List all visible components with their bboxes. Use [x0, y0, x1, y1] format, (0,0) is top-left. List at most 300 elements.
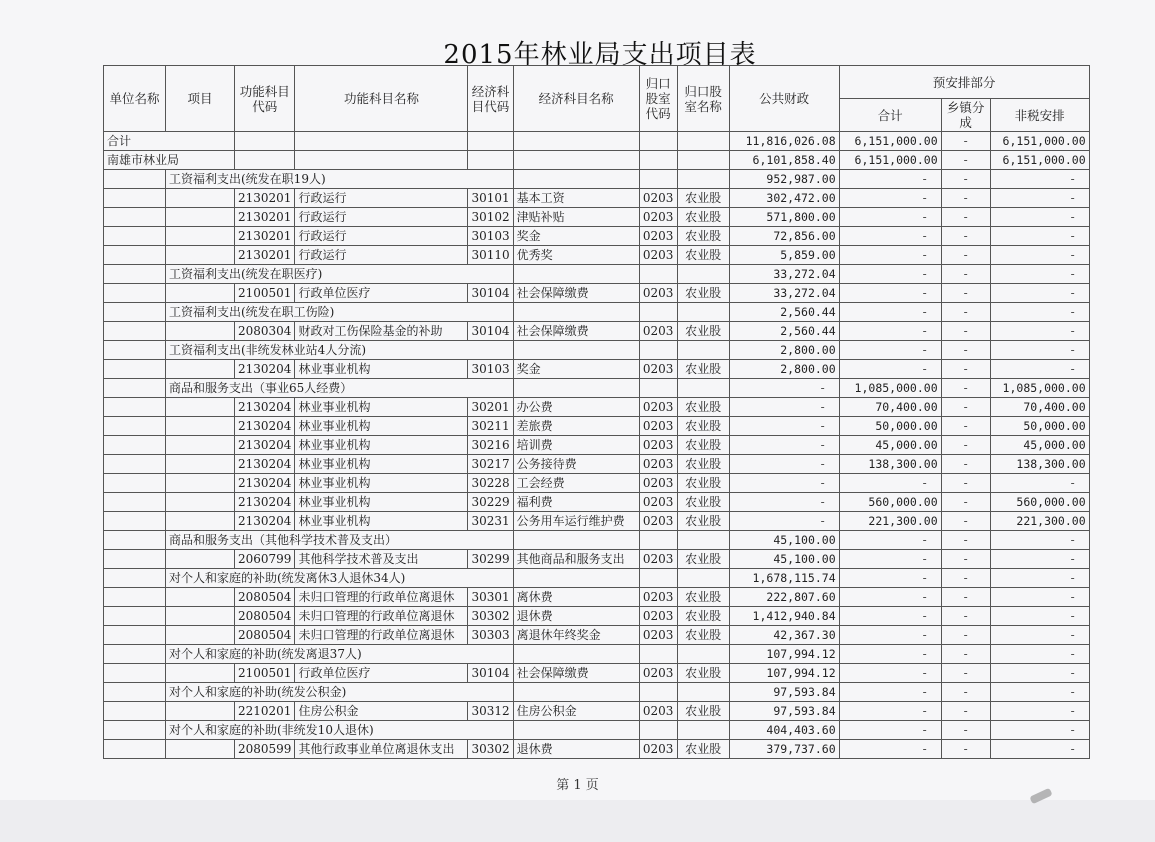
nontax-cell: - [990, 569, 1089, 588]
nontax-cell: 560,000.00 [990, 493, 1089, 512]
func-code-cell: 2130201 [235, 189, 295, 208]
empty-cell [104, 569, 166, 588]
table-row [104, 398, 1090, 417]
nontax-cell: - [990, 588, 1089, 607]
public-finance-cell: 2,560.44 [729, 322, 839, 341]
public-finance-cell: 1,678,115.74 [729, 569, 839, 588]
dept-name-cell: 农业股 [677, 550, 729, 569]
func-name-cell: 行政运行 [295, 227, 468, 246]
empty-cell [104, 208, 166, 227]
dept-code-cell: 0203 [639, 474, 677, 493]
econ-name-cell: 工会经费 [513, 474, 639, 493]
dept-code-cell: 0203 [639, 227, 677, 246]
nontax-cell: 50,000.00 [990, 417, 1089, 436]
func-code-cell: 2100501 [235, 664, 295, 683]
econ-name-cell: 社会保障缴费 [513, 284, 639, 303]
total-cell: - [839, 341, 941, 360]
econ-code-cell: 30303 [468, 626, 513, 645]
func-name-cell: 行政单位医疗 [295, 284, 468, 303]
page-title: 2015年林业局支出项目表 [443, 40, 757, 70]
public-finance-cell: 45,100.00 [729, 531, 839, 550]
econ-name-cell: 其他商品和服务支出 [513, 550, 639, 569]
township-cell: - [941, 664, 990, 683]
empty-cell [513, 379, 639, 398]
func-code-cell: 2080599 [235, 740, 295, 759]
empty-cell [677, 683, 729, 702]
func-name-cell: 其他科学技术普及支出 [295, 550, 468, 569]
dept-code-cell: 0203 [639, 664, 677, 683]
total-cell: - [839, 170, 941, 189]
econ-code-cell: 30201 [468, 398, 513, 417]
empty-cell [639, 303, 677, 322]
empty-cell [104, 721, 166, 740]
func-name-cell: 财政对工伤保险基金的补助 [295, 322, 468, 341]
township-cell: - [941, 132, 990, 151]
dept-name-cell: 农业股 [677, 607, 729, 626]
total-cell: - [839, 683, 941, 702]
empty-cell [677, 379, 729, 398]
empty-cell [104, 360, 166, 379]
empty-cell [104, 607, 166, 626]
township-cell: - [941, 493, 990, 512]
total-cell: 6,151,000.00 [839, 151, 941, 170]
total-cell: 6,151,000.00 [839, 132, 941, 151]
public-finance-cell: 571,800.00 [729, 208, 839, 227]
total-cell: - [839, 227, 941, 246]
econ-code-cell: 30302 [468, 607, 513, 626]
township-cell: - [941, 550, 990, 569]
func-name-cell: 行政运行 [295, 189, 468, 208]
empty-cell [513, 151, 639, 170]
scan-margin [0, 800, 1155, 842]
nontax-cell: - [990, 360, 1089, 379]
empty-cell [166, 208, 235, 227]
dept-code-cell: 0203 [639, 550, 677, 569]
empty-cell [677, 569, 729, 588]
public-finance-cell: 42,367.30 [729, 626, 839, 645]
nontax-cell: - [990, 341, 1089, 360]
func-name-cell: 林业事业机构 [295, 512, 468, 531]
header-prearranged: 预安排部分 [839, 66, 1089, 99]
econ-code-cell: 30211 [468, 417, 513, 436]
func-code-cell: 2130204 [235, 398, 295, 417]
empty-cell [104, 588, 166, 607]
econ-code-cell: 30312 [468, 702, 513, 721]
func-code-cell: 2130204 [235, 455, 295, 474]
dept-name-cell: 农业股 [677, 588, 729, 607]
table-row [104, 189, 1090, 208]
dept-name-cell: 农业股 [677, 227, 729, 246]
total-cell: 50,000.00 [839, 417, 941, 436]
table-row [104, 379, 1090, 398]
empty-cell [513, 645, 639, 664]
dept-code-cell: 0203 [639, 702, 677, 721]
public-finance-cell: 107,994.12 [729, 664, 839, 683]
econ-code-cell: 30101 [468, 189, 513, 208]
empty-cell [639, 721, 677, 740]
total-cell: - [839, 607, 941, 626]
township-cell: - [941, 360, 990, 379]
township-cell: - [941, 474, 990, 493]
table-row [104, 664, 1090, 683]
empty-cell [166, 626, 235, 645]
table-row [104, 474, 1090, 493]
total-cell: 70,400.00 [839, 398, 941, 417]
econ-code-cell: 30216 [468, 436, 513, 455]
public-finance-cell: 11,816,026.08 [729, 132, 839, 151]
empty-cell [639, 531, 677, 550]
func-code-cell: 2080504 [235, 626, 295, 645]
total-cell: 560,000.00 [839, 493, 941, 512]
empty-cell [677, 170, 729, 189]
func-name-cell: 林业事业机构 [295, 436, 468, 455]
econ-name-cell: 办公费 [513, 398, 639, 417]
header-unit-name: 单位名称 [104, 66, 166, 132]
empty-cell [166, 189, 235, 208]
township-cell: - [941, 626, 990, 645]
empty-cell [104, 550, 166, 569]
empty-cell [639, 569, 677, 588]
total-cell: - [839, 569, 941, 588]
empty-cell [235, 151, 295, 170]
econ-name-cell: 津贴补贴 [513, 208, 639, 227]
func-code-cell: 2130204 [235, 474, 295, 493]
township-cell: - [941, 683, 990, 702]
econ-code-cell: 30228 [468, 474, 513, 493]
empty-cell [166, 474, 235, 493]
nontax-cell: - [990, 607, 1089, 626]
empty-cell [468, 132, 513, 151]
header-total: 合计 [839, 99, 941, 132]
empty-cell [104, 170, 166, 189]
empty-cell [104, 740, 166, 759]
total-cell: - [839, 208, 941, 227]
dept-name-cell: 农业股 [677, 493, 729, 512]
total-cell: 45,000.00 [839, 436, 941, 455]
nontax-cell: 45,000.00 [990, 436, 1089, 455]
nontax-cell: - [990, 474, 1089, 493]
empty-cell [639, 265, 677, 284]
dept-code-cell: 0203 [639, 360, 677, 379]
empty-cell [166, 284, 235, 303]
econ-code-cell: 30104 [468, 664, 513, 683]
func-code-cell: 2080504 [235, 607, 295, 626]
total-cell: - [839, 531, 941, 550]
table-row [104, 626, 1090, 645]
empty-cell [166, 493, 235, 512]
empty-cell [166, 246, 235, 265]
dept-code-cell: 0203 [639, 246, 677, 265]
empty-cell [166, 436, 235, 455]
func-name-cell: 林业事业机构 [295, 474, 468, 493]
public-finance-cell: 379,737.60 [729, 740, 839, 759]
func-name-cell: 其他行政事业单位离退休支出 [295, 740, 468, 759]
township-cell: - [941, 455, 990, 474]
township-cell: - [941, 151, 990, 170]
empty-cell [639, 170, 677, 189]
nontax-cell: - [990, 322, 1089, 341]
item-name-cell: 工资福利支出(非统发林业站4人分流) [166, 341, 514, 360]
public-finance-cell: 222,807.60 [729, 588, 839, 607]
func-name-cell: 未归口管理的行政单位离退休 [295, 588, 468, 607]
func-code-cell: 2130204 [235, 417, 295, 436]
header-func-code: 功能科目代码 [235, 66, 295, 132]
table-row [104, 588, 1090, 607]
dept-name-cell: 农业股 [677, 417, 729, 436]
total-cell: 221,300.00 [839, 512, 941, 531]
dept-code-cell: 0203 [639, 398, 677, 417]
township-cell: - [941, 189, 990, 208]
econ-name-cell: 奖金 [513, 360, 639, 379]
empty-cell [513, 721, 639, 740]
empty-cell [104, 341, 166, 360]
dept-code-cell: 0203 [639, 455, 677, 474]
empty-cell [677, 341, 729, 360]
township-cell: - [941, 170, 990, 189]
nontax-cell: 221,300.00 [990, 512, 1089, 531]
header-item: 项目 [166, 66, 235, 132]
header-public-finance: 公共财政 [729, 66, 839, 132]
township-cell: - [941, 702, 990, 721]
township-cell: - [941, 607, 990, 626]
empty-cell [166, 455, 235, 474]
func-name-cell: 未归口管理的行政单位离退休 [295, 607, 468, 626]
total-cell: - [839, 550, 941, 569]
econ-name-cell: 公务接待费 [513, 455, 639, 474]
total-cell: - [839, 360, 941, 379]
nontax-cell: 6,151,000.00 [990, 132, 1089, 151]
public-finance-cell: 952,987.00 [729, 170, 839, 189]
table-row [104, 265, 1090, 284]
table-row [104, 740, 1090, 759]
public-finance-cell: - [729, 436, 839, 455]
dept-code-cell: 0203 [639, 322, 677, 341]
dept-name-cell: 农业股 [677, 740, 729, 759]
township-cell: - [941, 721, 990, 740]
dept-code-cell: 0203 [639, 607, 677, 626]
econ-name-cell: 退休费 [513, 607, 639, 626]
empty-cell [166, 550, 235, 569]
page-number: 第 1 页 [556, 778, 599, 793]
empty-cell [513, 531, 639, 550]
econ-name-cell: 培训费 [513, 436, 639, 455]
table-row [104, 208, 1090, 227]
table-row [104, 550, 1090, 569]
econ-code-cell: 30301 [468, 588, 513, 607]
item-name-cell: 工资福利支出(统发在职19人) [166, 170, 514, 189]
item-name-cell: 对个人和家庭的补助(非统发10人退休) [166, 721, 514, 740]
func-name-cell: 林业事业机构 [295, 398, 468, 417]
township-cell: - [941, 246, 990, 265]
item-name-cell: 商品和服务支出（事业65人经费） [166, 379, 514, 398]
total-cell: - [839, 664, 941, 683]
empty-cell [104, 664, 166, 683]
dept-code-cell: 0203 [639, 626, 677, 645]
empty-cell [166, 512, 235, 531]
nontax-cell: - [990, 246, 1089, 265]
township-cell: - [941, 436, 990, 455]
empty-cell [677, 531, 729, 550]
nontax-cell: 1,085,000.00 [990, 379, 1089, 398]
func-code-cell: 2080504 [235, 588, 295, 607]
total-cell: 138,300.00 [839, 455, 941, 474]
empty-cell [104, 645, 166, 664]
table-row [104, 493, 1090, 512]
nontax-cell: 70,400.00 [990, 398, 1089, 417]
empty-cell [104, 265, 166, 284]
nontax-cell: 6,151,000.00 [990, 151, 1089, 170]
public-finance-cell: - [729, 417, 839, 436]
total-cell: - [839, 284, 941, 303]
econ-code-cell: 30217 [468, 455, 513, 474]
dept-name-cell: 农业股 [677, 360, 729, 379]
econ-code-cell: 30103 [468, 227, 513, 246]
empty-cell [166, 322, 235, 341]
dept-name-cell: 农业股 [677, 702, 729, 721]
empty-cell [639, 341, 677, 360]
econ-name-cell: 离休费 [513, 588, 639, 607]
table-row [104, 322, 1090, 341]
expenditure-table [103, 65, 1090, 759]
dept-name-cell: 农业股 [677, 436, 729, 455]
empty-cell [104, 189, 166, 208]
item-name-cell: 商品和服务支出（其他科学技术普及支出） [166, 531, 514, 550]
township-cell: - [941, 265, 990, 284]
empty-cell [677, 645, 729, 664]
empty-cell [104, 322, 166, 341]
dept-code-cell: 0203 [639, 588, 677, 607]
func-name-cell: 林业事业机构 [295, 360, 468, 379]
dept-name-cell: 农业股 [677, 474, 729, 493]
total-cell: - [839, 645, 941, 664]
nontax-cell: - [990, 740, 1089, 759]
total-cell: - [839, 265, 941, 284]
econ-code-cell: 30231 [468, 512, 513, 531]
header-dept-code: 归口股室代码 [639, 66, 677, 132]
township-cell: - [941, 740, 990, 759]
public-finance-cell: 302,472.00 [729, 189, 839, 208]
unit-name-cell: 南雄市林业局 [104, 151, 235, 170]
dept-name-cell: 农业股 [677, 189, 729, 208]
table-row [104, 303, 1090, 322]
empty-cell [104, 702, 166, 721]
table-row [104, 170, 1090, 189]
public-finance-cell: - [729, 474, 839, 493]
table-row [104, 284, 1090, 303]
public-finance-cell: - [729, 398, 839, 417]
total-cell: - [839, 474, 941, 493]
header-econ-code: 经济科目代码 [468, 66, 513, 132]
econ-name-cell: 社会保障缴费 [513, 664, 639, 683]
empty-cell [513, 569, 639, 588]
total-cell: - [839, 721, 941, 740]
dept-code-cell: 0203 [639, 417, 677, 436]
empty-cell [166, 740, 235, 759]
total-cell: - [839, 246, 941, 265]
total-cell: - [839, 322, 941, 341]
dept-code-cell: 0203 [639, 512, 677, 531]
nontax-cell: - [990, 664, 1089, 683]
empty-cell [166, 417, 235, 436]
nontax-cell: - [990, 303, 1089, 322]
township-cell: - [941, 531, 990, 550]
func-name-cell: 林业事业机构 [295, 455, 468, 474]
public-finance-cell: 33,272.04 [729, 284, 839, 303]
dept-name-cell: 农业股 [677, 398, 729, 417]
township-cell: - [941, 417, 990, 436]
func-code-cell: 2130201 [235, 227, 295, 246]
nontax-cell: - [990, 189, 1089, 208]
dept-name-cell: 农业股 [677, 284, 729, 303]
empty-cell [104, 455, 166, 474]
empty-cell [166, 360, 235, 379]
item-name-cell: 工资福利支出(统发在职医疗) [166, 265, 514, 284]
township-cell: - [941, 322, 990, 341]
table-row [104, 645, 1090, 664]
table-row [104, 455, 1090, 474]
econ-code-cell: 30229 [468, 493, 513, 512]
total-cell: - [839, 626, 941, 645]
func-name-cell: 林业事业机构 [295, 493, 468, 512]
empty-cell [677, 265, 729, 284]
nontax-cell: - [990, 702, 1089, 721]
dept-name-cell: 农业股 [677, 208, 729, 227]
header-dept-name: 归口股室名称 [677, 66, 729, 132]
unit-name-cell: 合计 [104, 132, 235, 151]
econ-name-cell: 公务用车运行维护费 [513, 512, 639, 531]
public-finance-cell: - [729, 512, 839, 531]
econ-name-cell: 离退休年终奖金 [513, 626, 639, 645]
table-body [104, 132, 1090, 759]
empty-cell [639, 132, 677, 151]
dept-code-cell: 0203 [639, 740, 677, 759]
func-code-cell: 2130201 [235, 208, 295, 227]
empty-cell [677, 151, 729, 170]
table-row [104, 702, 1090, 721]
empty-cell [639, 683, 677, 702]
dept-name-cell: 农业股 [677, 512, 729, 531]
nontax-cell: - [990, 721, 1089, 740]
table-row [104, 683, 1090, 702]
table-row [104, 531, 1090, 550]
econ-name-cell: 基本工资 [513, 189, 639, 208]
table-row [104, 132, 1090, 151]
dept-name-cell: 农业股 [677, 246, 729, 265]
public-finance-cell: 2,800.00 [729, 341, 839, 360]
empty-cell [677, 303, 729, 322]
public-finance-cell: 2,560.44 [729, 303, 839, 322]
econ-name-cell: 奖金 [513, 227, 639, 246]
item-name-cell: 对个人和家庭的补助(统发公积金) [166, 683, 514, 702]
total-cell: - [839, 740, 941, 759]
func-code-cell: 2100501 [235, 284, 295, 303]
table-row [104, 569, 1090, 588]
empty-cell [166, 588, 235, 607]
empty-cell [513, 683, 639, 702]
nontax-cell: 138,300.00 [990, 455, 1089, 474]
township-cell: - [941, 569, 990, 588]
empty-cell [104, 417, 166, 436]
table-row [104, 607, 1090, 626]
nontax-cell: - [990, 284, 1089, 303]
func-code-cell: 2080304 [235, 322, 295, 341]
item-name-cell: 对个人和家庭的补助(统发离退37人) [166, 645, 514, 664]
township-cell: - [941, 398, 990, 417]
econ-code-cell: 30104 [468, 322, 513, 341]
empty-cell [235, 132, 295, 151]
nontax-cell: - [990, 265, 1089, 284]
empty-cell [677, 721, 729, 740]
